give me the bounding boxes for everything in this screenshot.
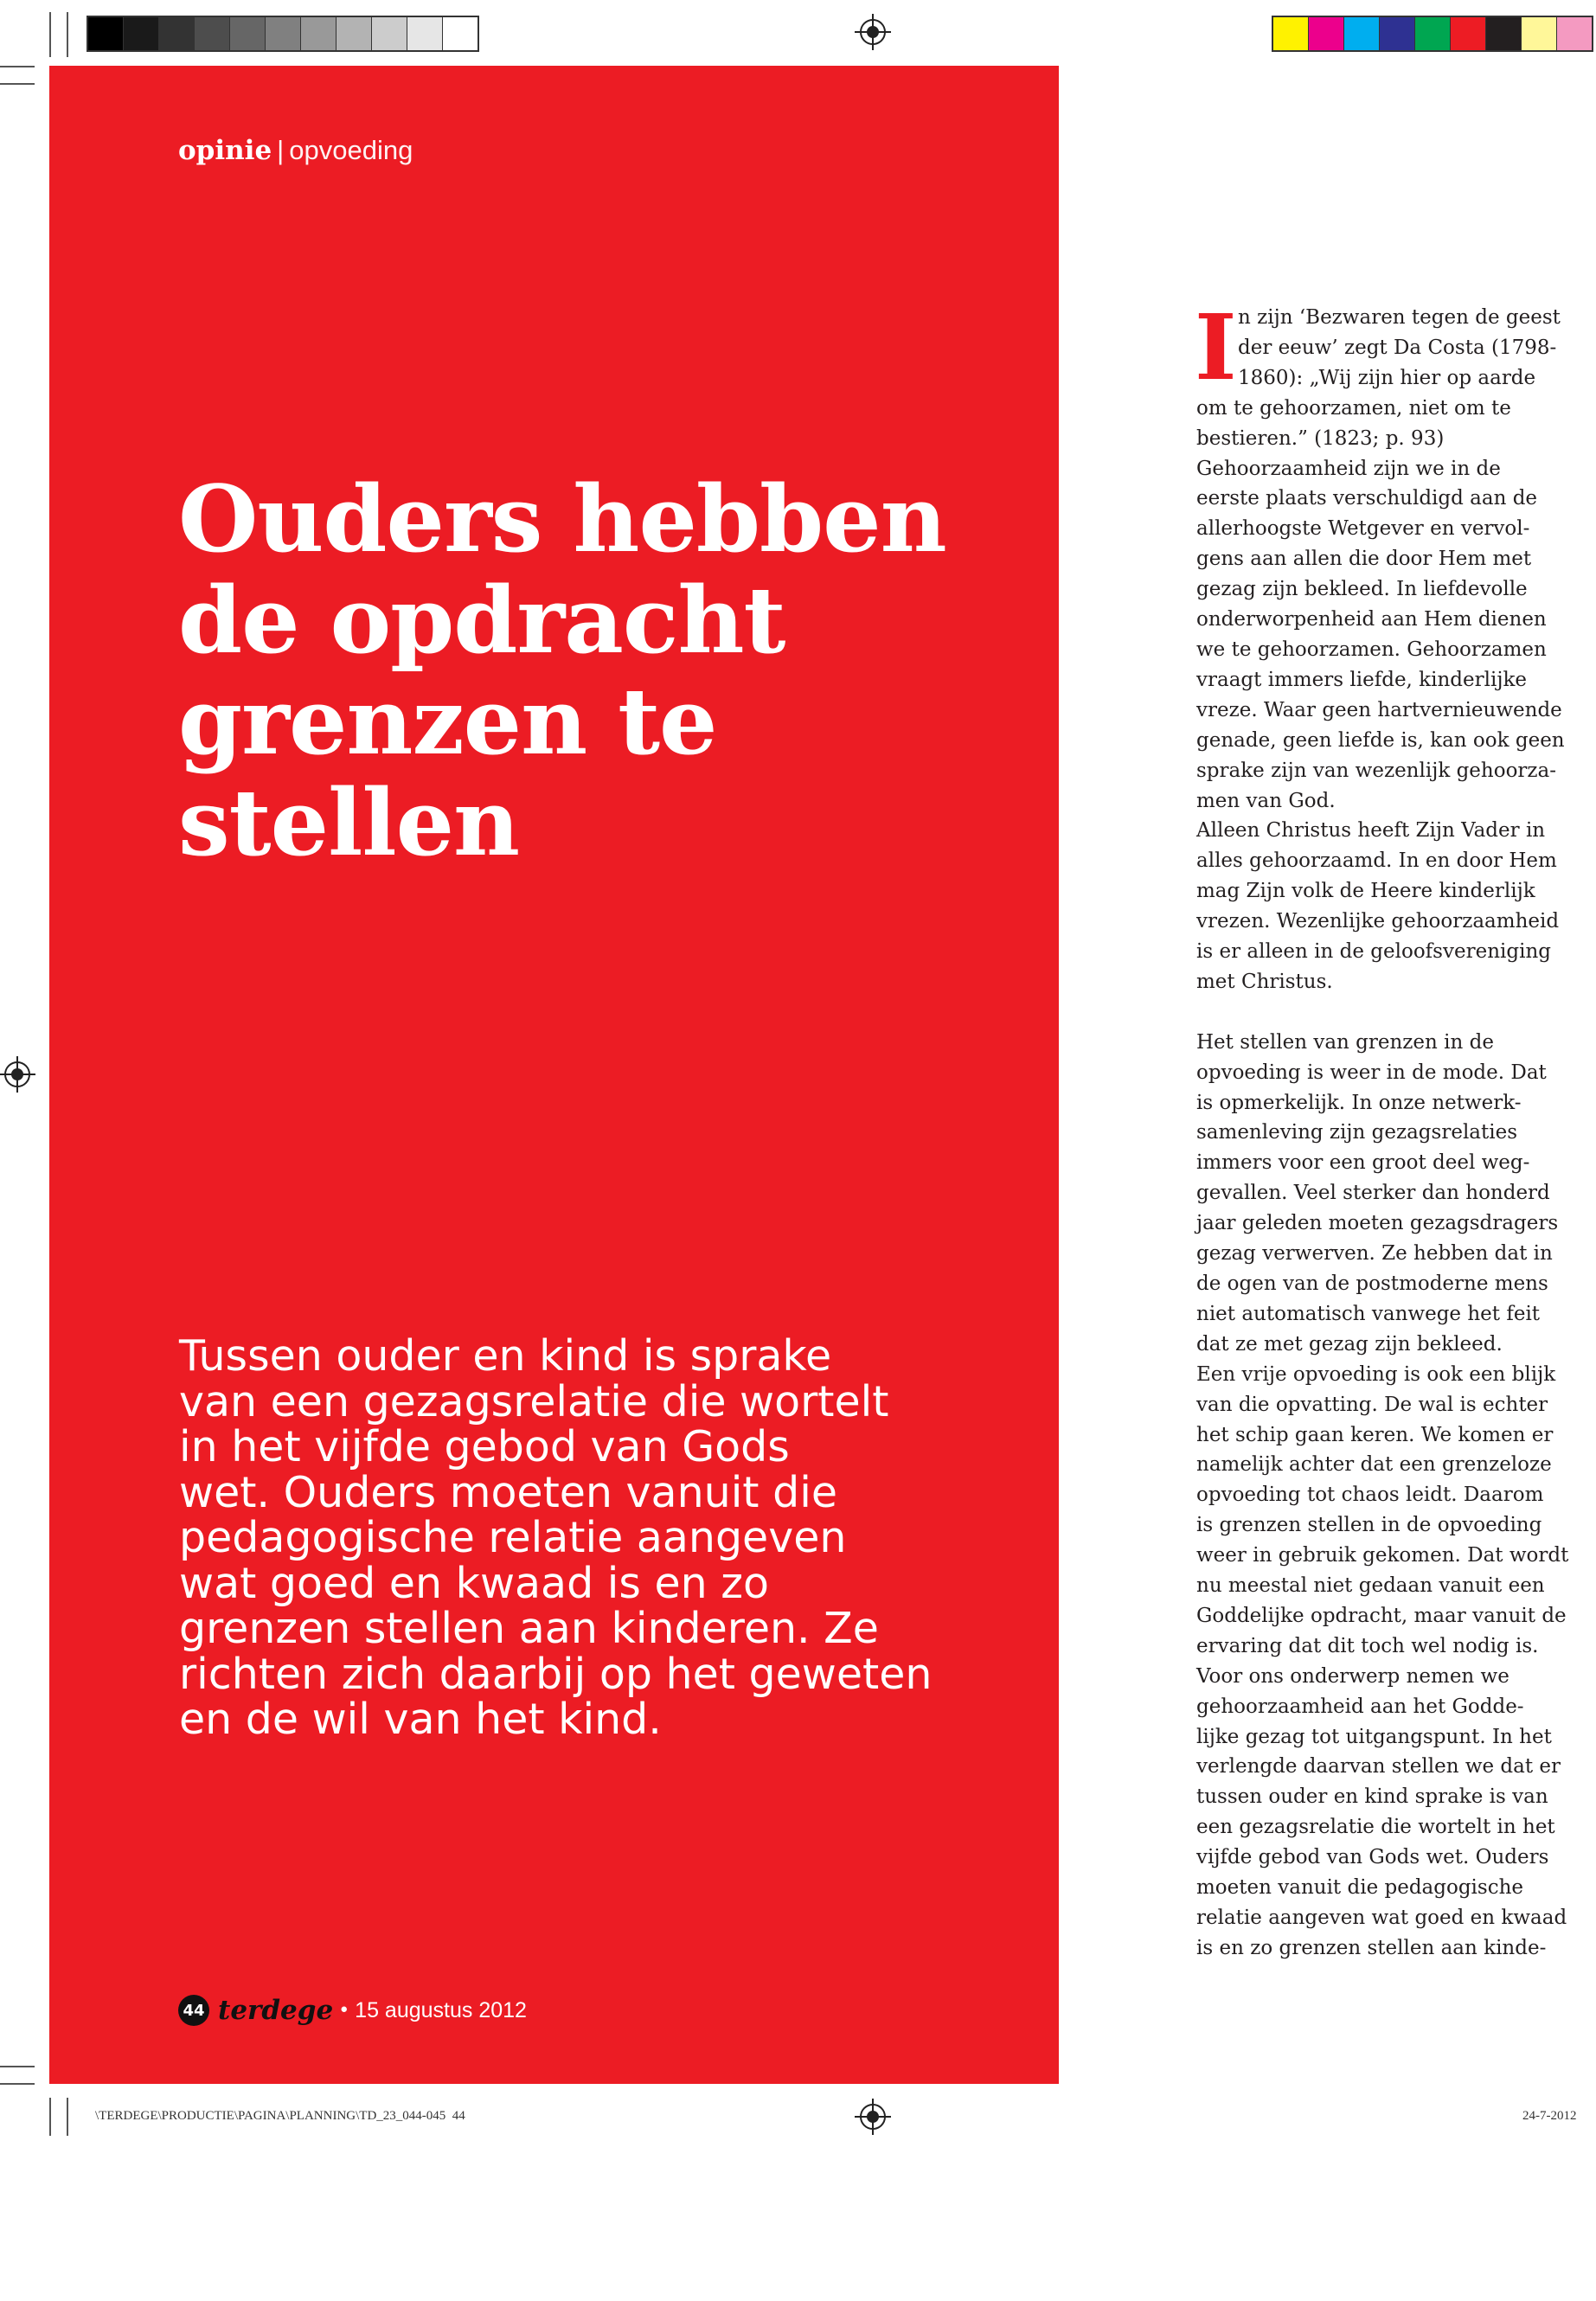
color-swatch — [443, 17, 478, 50]
folio-bullet: • — [338, 1999, 350, 2022]
body-line: jaar geleden moeten gezagsdragers — [1196, 1212, 1559, 1235]
body-line: Een vrije opvoeding is ook een blijk — [1196, 1362, 1556, 1386]
body-line: der eeuw’ zegt Da Costa (1798- — [1238, 336, 1557, 359]
body-line: immers voor een groot deel weg- — [1196, 1151, 1530, 1175]
color-swatch — [1344, 17, 1380, 50]
body-line: gevallen. Veel sterker dan honderd — [1196, 1182, 1550, 1205]
color-swatch — [301, 17, 337, 50]
magazine-logo: terdege — [218, 1995, 334, 2026]
body-line: allerhoogste Wetgever en vervol- — [1196, 517, 1530, 541]
body-line: mag Zijn volk de Heere kinderlijk — [1196, 880, 1535, 903]
color-swatch — [1522, 17, 1557, 50]
registration-mark-icon — [4, 1061, 30, 1087]
body-line: opvoeding is weer in de mode. Dat — [1196, 1061, 1547, 1084]
body-line: Gehoorzaamheid zijn we in de — [1196, 457, 1501, 480]
body-line: gezag zijn bekleed. In liefdevolle — [1196, 578, 1528, 601]
crop-mark — [67, 12, 68, 57]
body-line: nu meestal niet gedaan vanuit een — [1196, 1574, 1545, 1598]
slug-path: \TERDEGE\PRODUCTIE\PAGINA\PLANNING\TD_23_044-045 — [95, 2109, 446, 2123]
body-line: dat ze met gezag zijn bekleed. — [1196, 1332, 1503, 1356]
body-line: een gezagsrelatie die wortelt in het — [1196, 1816, 1555, 1839]
color-swatch — [88, 17, 124, 50]
paragraph-gap — [1196, 997, 1577, 1028]
color-swatch — [1309, 17, 1344, 50]
body-line: Goddelijke opdracht, maar vanuit de — [1196, 1604, 1567, 1627]
body-line: lijke gezag tot uitgangspunt. In het — [1196, 1725, 1552, 1748]
body-line: moeten vanuit die pedagogische — [1196, 1876, 1524, 1900]
body-line: Voor ons onderwerp nemen we — [1196, 1664, 1509, 1688]
intro-lead — [179, 1331, 1010, 1744]
intro-line: Tussen ouder en kind is sprake — [179, 1331, 832, 1381]
intro-line: en de wil van het kind. — [179, 1695, 662, 1744]
body-line: n zijn ‘Bezwaren tegen de geest — [1238, 306, 1561, 329]
body-line: 1860): „Wij zijn hier op aarde — [1238, 366, 1536, 389]
color-swatch — [337, 17, 372, 50]
intro-line: van een gezagsrelatie die wortelt — [179, 1376, 889, 1426]
body-line: van die opvatting. De wal is echter — [1196, 1393, 1548, 1416]
body-line: gehoorzaamheid aan het Godde- — [1196, 1695, 1524, 1718]
color-swatch — [1273, 17, 1309, 50]
color-swatch — [1486, 17, 1522, 50]
article-body-column — [1195, 294, 1577, 1964]
crop-mark — [0, 2066, 35, 2067]
drop-cap: I — [1195, 294, 1237, 401]
body-line: vraagt immers liefde, kinderlijke — [1196, 668, 1528, 691]
body-line: is grenzen stellen in de opvoeding — [1196, 1514, 1542, 1537]
color-swatch — [1415, 17, 1451, 50]
crop-mark — [49, 12, 51, 57]
production-slug — [95, 2109, 465, 2124]
page-folio — [178, 1993, 527, 2028]
crop-mark — [67, 2098, 68, 2136]
body-line: vijfde gebod van Gods wet. Ouders — [1196, 1846, 1549, 1869]
body-line: alles gehoorzaamd. In en door Hem — [1196, 849, 1557, 873]
body-line: relatie aangeven wat goed en kwaad — [1196, 1907, 1567, 1930]
headline-line: stellen — [178, 768, 520, 876]
color-swatch — [1380, 17, 1415, 50]
body-line: onderworpenheid aan Hem dienen — [1196, 608, 1547, 631]
registration-mark-icon — [860, 2104, 886, 2130]
body-line: met Christus. — [1196, 970, 1333, 993]
body-line: de ogen van de postmoderne mens — [1196, 1272, 1548, 1295]
body-line: niet automatisch vanwege het feit — [1196, 1302, 1541, 1325]
body-line: bestieren.” (1823; p. 93) — [1196, 426, 1445, 450]
registration-mark-icon — [860, 19, 886, 45]
body-line: vrezen. Wezenlijke gehoorzaamheid — [1196, 910, 1560, 933]
body-line: opvoeding tot chaos leidt. Daarom — [1196, 1484, 1544, 1507]
body-line: Het stellen van grenzen in de — [1196, 1030, 1494, 1054]
section-header — [178, 135, 413, 166]
crop-mark — [0, 83, 35, 85]
slug-page: 44 — [452, 2109, 465, 2123]
color-swatch — [407, 17, 443, 50]
body-line: genade, geen liefde is, kan ook geen — [1196, 728, 1565, 752]
body-line: gezag verwerven. Ze hebben dat in — [1196, 1242, 1553, 1266]
crop-mark — [0, 66, 35, 67]
body-line: tussen ouder en kind sprake is van — [1196, 1785, 1548, 1809]
body-line: om te gehoorzamen, niet om te — [1196, 396, 1511, 420]
red-feature-panel — [49, 66, 1059, 2084]
body-line: eerste plaats verschuldigd aan de — [1196, 487, 1538, 510]
intro-line: pedagogische relatie aangeven — [179, 1513, 847, 1562]
body-line: gens aan allen die door Hem met — [1196, 548, 1532, 571]
intro-line: wet. Ouders moeten vanuit die — [179, 1467, 837, 1517]
intro-line: in het vijfde gebod van Gods — [179, 1422, 790, 1471]
body-paragraph — [1196, 1028, 1577, 1964]
body-line: weer in gebruik gekomen. Dat wordt — [1196, 1544, 1569, 1567]
color-swatch — [1557, 17, 1592, 50]
color-swatch — [195, 17, 230, 50]
headline-line: de opdracht — [178, 566, 785, 674]
process-color-bar — [1272, 16, 1593, 52]
body-line: namelijk achter dat een grenzeloze — [1196, 1453, 1552, 1477]
crop-mark — [0, 2083, 35, 2085]
body-line: is opmerkelijk. In onze netwerk- — [1196, 1091, 1522, 1114]
color-swatch — [1451, 17, 1486, 50]
section-label: opinie — [178, 135, 272, 166]
body-line: we te gehoorzamen. Gehoorzamen — [1196, 638, 1547, 661]
issue-date: 15 augustus 2012 — [355, 1997, 527, 2022]
body-line: is er alleen in de geloofsvereniging — [1196, 940, 1551, 964]
section-separator: | — [277, 135, 285, 165]
color-swatch — [159, 17, 195, 50]
body-line: samenleving zijn gezagsrelaties — [1196, 1121, 1518, 1144]
color-swatch — [230, 17, 266, 50]
headline-line: grenzen te — [178, 667, 717, 775]
slug-date: 24-7-2012 — [1522, 2109, 1577, 2123]
headline — [178, 465, 1043, 876]
color-swatch — [372, 17, 407, 50]
body-line: sprake zijn van wezenlijk gehoorza- — [1196, 759, 1557, 782]
page-number: 44 — [178, 1995, 209, 2026]
headline-line: Ouders hebben — [178, 465, 946, 573]
body-line: Alleen Christus heeft Zijn Vader in — [1196, 819, 1546, 843]
grayscale-color-bar — [87, 16, 479, 52]
body-paragraph — [1195, 294, 1577, 997]
body-line: men van God. — [1196, 789, 1336, 812]
intro-line: richten zich daarbij op het geweten — [179, 1649, 933, 1699]
body-line: is en zo grenzen stellen aan kinde- — [1196, 1936, 1547, 1959]
body-line: het schip gaan keren. We komen er — [1196, 1423, 1554, 1446]
body-line: ervaring dat dit toch wel nodig is. — [1196, 1634, 1539, 1657]
subsection-label: opvoeding — [289, 135, 413, 165]
intro-line: wat goed en kwaad is en zo — [179, 1558, 769, 1608]
crop-mark — [49, 2098, 51, 2136]
body-line: vreze. Waar geen hartvernieuwende — [1196, 698, 1562, 721]
color-swatch — [266, 17, 301, 50]
body-line: verlengde daarvan stellen we dat er — [1196, 1755, 1561, 1779]
color-swatch — [124, 17, 159, 50]
intro-line: grenzen stellen aan kinderen. Ze — [179, 1604, 879, 1653]
